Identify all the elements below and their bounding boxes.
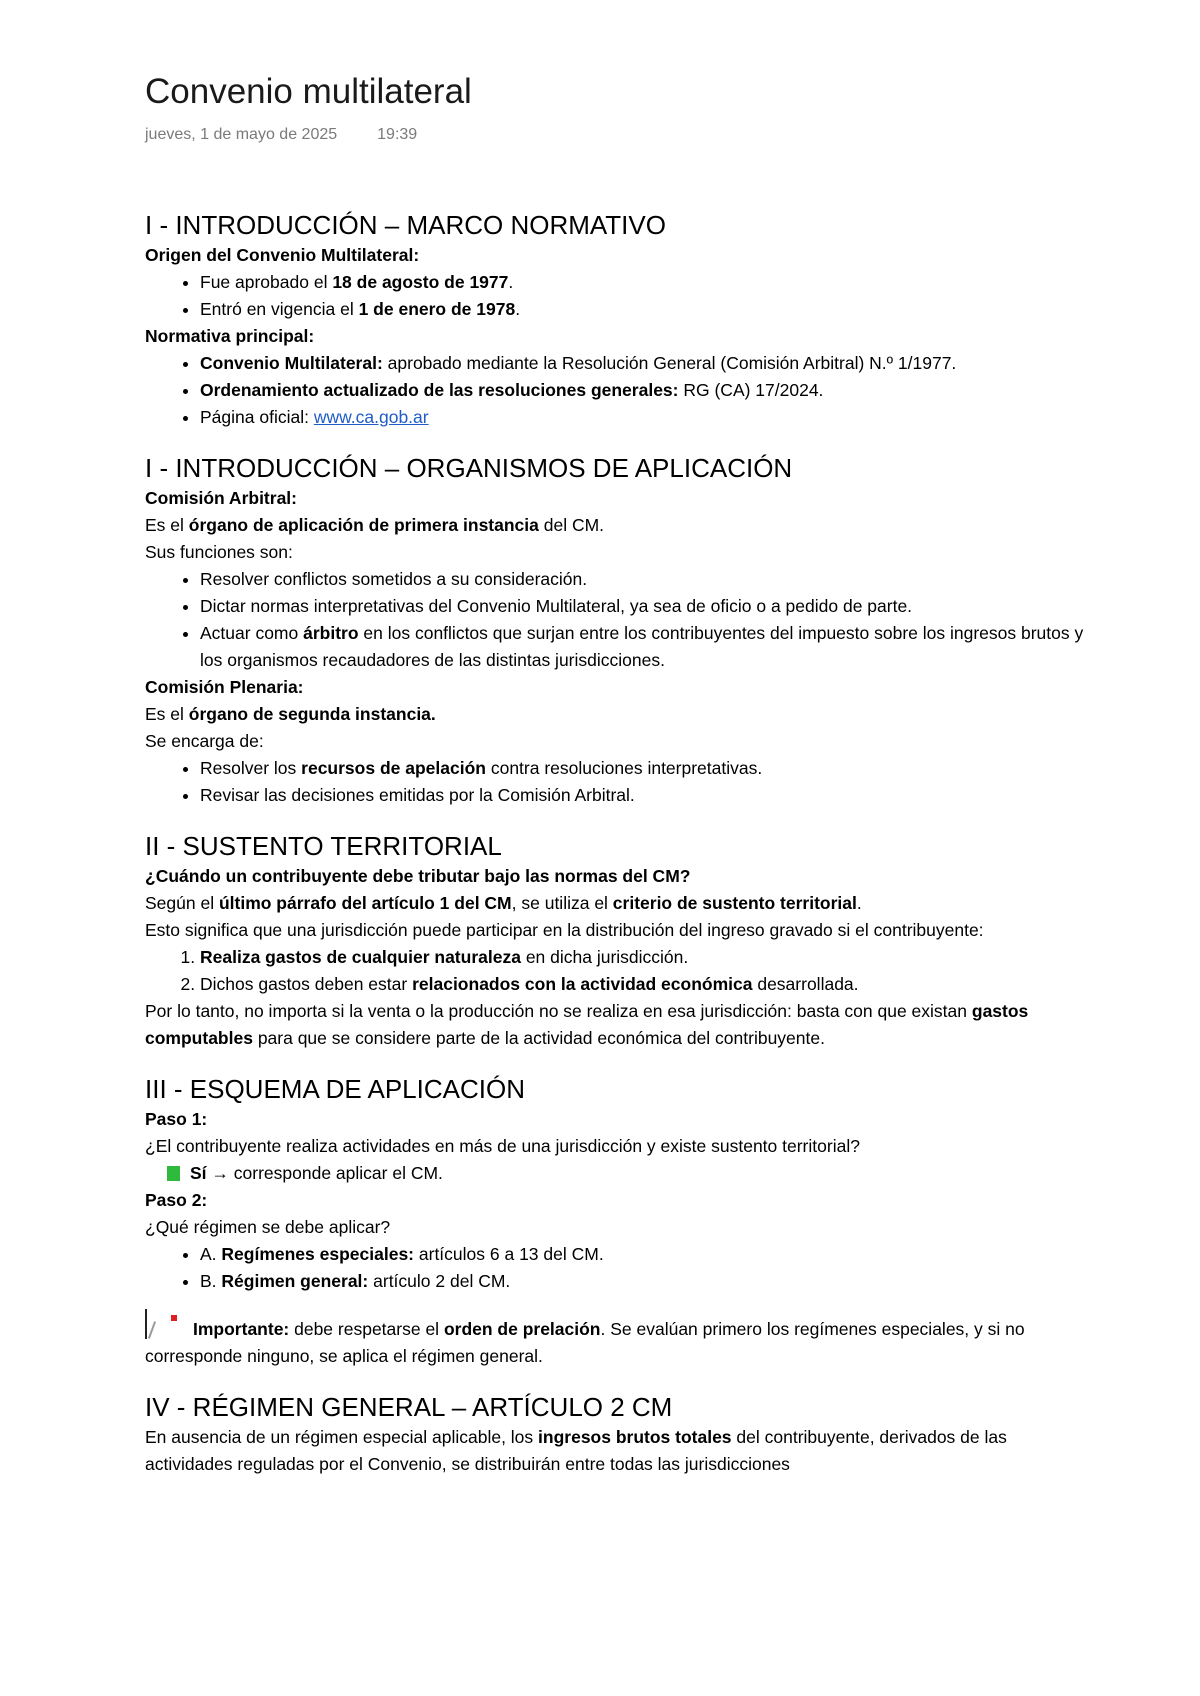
normativa-list [145, 350, 1095, 431]
normativa-label: Normativa principal: [145, 326, 315, 346]
section-heading-esquema: III - ESQUEMA DE APLICACIÓN [145, 1074, 525, 1104]
list-item: 2. Dichos gastos deben estar relacionados con la actividad económica desarrollada. [200, 971, 1095, 998]
list-item: • B. Régimen general: artículo 2 del CM. [200, 1268, 1095, 1295]
page-title[interactable]: Convenio multilateral [145, 72, 472, 111]
paragraph: Sus funciones son: [145, 542, 293, 562]
origen-list [145, 269, 1095, 323]
list-item: • Convenio Multilateral: aprobado mediante la Resolución General (Comisión Arbitral) N.º 1/1977. [200, 350, 1095, 377]
list-item: • Resolver los recursos de apelación contra resoluciones interpretativas. [200, 755, 1095, 782]
section-heading-sustento-territorial: II - SUSTENTO TERRITORIAL [145, 831, 502, 861]
funciones-list [145, 566, 1095, 674]
paragraph: ¿El contribuyente realiza actividades en más de una jurisdicción y existe sustento territorial? [145, 1136, 860, 1156]
section-heading-regimen-general: IV - RÉGIMEN GENERAL – ARTÍCULO 2 CM [145, 1392, 673, 1422]
section-heading-marco-normativo: I - INTRODUCCIÓN – MARCO NORMATIVO [145, 210, 666, 240]
origen-label: Origen del Convenio Multilateral: [145, 245, 420, 265]
section-heading-organismos: I - INTRODUCCIÓN – ORGANISMOS DE APLICACIÓN [145, 453, 793, 483]
list-item: • Página oficial: www.ca.gob.ar [200, 404, 1095, 431]
pin-icon [145, 1309, 185, 1341]
paragraph: ¿Qué régimen se debe aplicar? [145, 1217, 391, 1237]
paragraph: Según el último párrafo del artículo 1 del CM, se utiliza el criterio de sustento territorial. [145, 893, 862, 913]
list-item: • Fue aprobado el 18 de agosto de 1977. [200, 269, 1095, 296]
list-item: • Actuar como árbitro en los conflictos que surjan entre los contribuyentes del impuesto sobre los ingresos brutos y los organismos recaudadores de las distintas jurisdicciones. [200, 620, 1095, 674]
list-item: • Resolver conflictos sometidos a su consideración. [200, 566, 1095, 593]
encarga-list [145, 755, 1095, 809]
paragraph: Es el órgano de segunda instancia. [145, 704, 436, 724]
comision-arbitral-label: Comisión Arbitral: [145, 488, 297, 508]
question: ¿Cuándo un contribuyente debe tributar bajo las normas del CM? [145, 866, 691, 886]
answer-row: Sí → corresponde aplicar el CM. [145, 1160, 1095, 1187]
list-item: 1. Realiza gastos de cualquier naturaleza en dicha jurisdicción. [200, 944, 1095, 971]
requisitos-list [145, 944, 1095, 998]
list-item: • Dictar normas interpretativas del Convenio Multilateral, ya sea de oficio o a pedido de parte. [200, 593, 1095, 620]
page-time: 19:39 [377, 126, 418, 143]
check-mark-icon [167, 1166, 180, 1181]
paso-1-label: Paso 1: [145, 1109, 208, 1129]
paragraph: Es el órgano de aplicación de primera instancia del CM. [145, 515, 605, 535]
paso-2-label: Paso 2: [145, 1190, 208, 1210]
regimen-list [145, 1241, 1095, 1295]
page-metadata [145, 124, 1095, 146]
page-date: jueves, 1 de mayo de 2025 [145, 126, 338, 143]
comision-plenaria-label: Comisión Plenaria: [145, 677, 304, 697]
official-site-link[interactable]: www.ca.gob.ar [313, 407, 429, 427]
important-note: Importante: debe respetarse el orden de prelación. Se evalúan primero los regímenes especiales, y si no corresponde ninguno, se aplica el régimen general. [145, 1309, 1095, 1370]
page-content [145, 70, 1095, 1478]
list-item: • Revisar las decisiones emitidas por la Comisión Arbitral. [200, 782, 1095, 809]
paragraph: Esto significa que una jurisdicción puede participar en la distribución del ingreso gravado si el contribuyente: [145, 920, 984, 940]
list-item: • Entró en vigencia el 1 de enero de 1978. [200, 296, 1095, 323]
list-item: • Ordenamiento actualizado de las resoluciones generales: RG (CA) 17/2024. [200, 377, 1095, 404]
paragraph: En ausencia de un régimen especial aplicable, los ingresos brutos totales del contribuyente, derivados de las actividades reguladas por el Convenio, se distribuirán entre todas las jurisdicciones [145, 1427, 1007, 1474]
paragraph: Por lo tanto, no importa si la venta o la producción no se realiza en esa jurisdicción: basta con que existan gastos computables para que se considere parte de la actividad económica del contribuyente. [145, 1001, 1029, 1048]
paragraph: Se encarga de: [145, 731, 264, 751]
list-item: • A. Regímenes especiales: artículos 6 a 13 del CM. [200, 1241, 1095, 1268]
